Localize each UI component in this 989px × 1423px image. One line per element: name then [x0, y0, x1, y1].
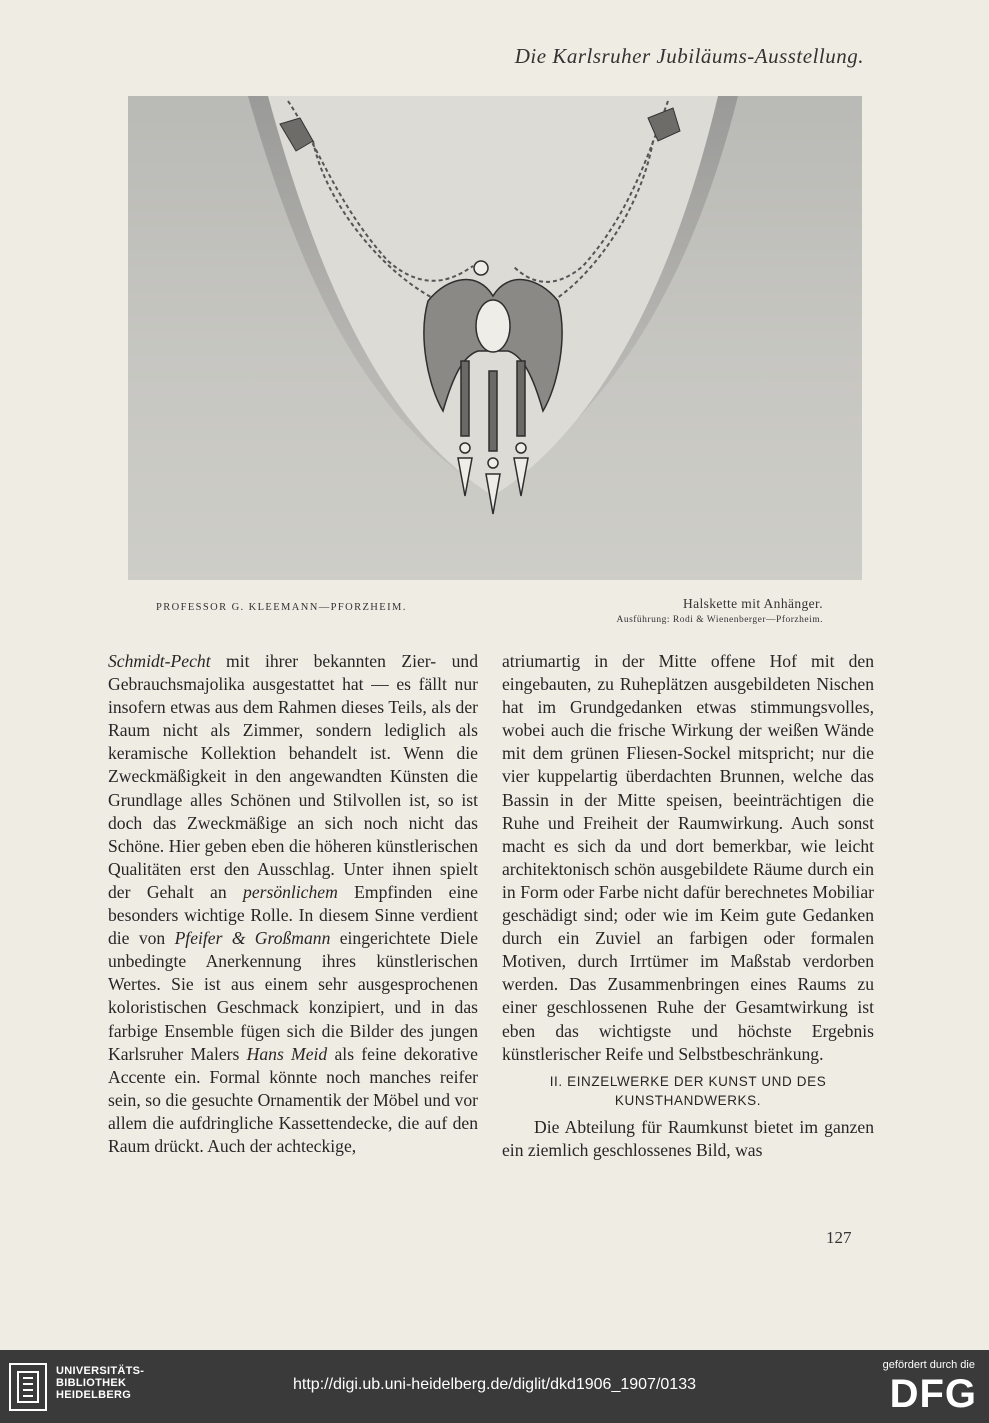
name-hans-meid: Hans Meid: [246, 1043, 328, 1064]
left-column: [108, 650, 478, 1158]
text-segment: Empfinden eine besonders wichtige Rolle. In diesem Sinne verdient die von: [108, 881, 478, 949]
text-segment: eingerichtete Diele unbedingte Anerkennung ihres künstlerischen Wertes. Sie ist aus einem sehr ausgesprochenen koloristischen Geschmack konzipiert, und in das farbige Ensemble fügen sich die Bilder des jungen Karlsruher Malers: [108, 928, 479, 1064]
running-head: Die Karlsruher Jubiläums-Ausstellung.: [514, 44, 864, 68]
figure-caption: [616, 596, 823, 625]
permalink-url[interactable]: http://digi.ub.uni-heidelberg.de/diglit/dkd1906_1907/0133: [293, 1376, 696, 1393]
logo-line: UNIVERSITÄTS-: [56, 1365, 145, 1377]
text-segment: als feine dekorative Accente ein. Formal könnte noch manches reifer sein, so die gesuchte Ornamentik der Möbel und vor allem die aufdringliche Kassettendecke, die auf den Raum drückt. Auch der achteckige,: [108, 1043, 478, 1156]
necklace-photo: [128, 96, 862, 580]
logo-line: HEIDELBERG: [56, 1389, 132, 1401]
name-pfeifer-grossmann: Pfeifer & Großmann: [174, 928, 331, 949]
figure-caption-title: Halskette mit Anhänger.: [682, 596, 823, 611]
section-heading-line-2: KUNSTHANDWERKS.: [614, 1092, 762, 1108]
right-paragraph-2: Die Abteilung für Raumkunst bietet im ganzen ein ziemlich geschlossenes Bild, was: [502, 1116, 874, 1160]
name-schmidt-pecht: Schmidt-Pecht: [108, 651, 211, 671]
left-paragraph: [108, 650, 478, 1158]
funding-label: gefördert durch die: [882, 1359, 975, 1371]
text-segment: mit ihrer bekannten Zier- und Gebrauchsmajolika ausgestattet hat — es fällt nur insofern etwas aus dem Rahmen dieses Teils, als der Raum nicht als Zimmer, sondern lediglich als keramische Kollektion behandelt ist. Wenn die Zweckmäßigkeit in den angewandten Künsten die Grundlage alles Schönen und Stilvollen ist, so ist doch das Zweckmäßige an sich noch nicht das Schöne. Hier geben eben die höheren künstlerischen Qualitäten erst den Ausschlag. Unter ihnen spielt der Gehalt an: [108, 651, 478, 902]
section-heading: [502, 1072, 874, 1110]
dfg-logo: DFG: [889, 1372, 977, 1416]
right-paragraph-1: atriumartig in der Mitte offene Hof mit den eingebauten, zu Ruheplätzen ausgebildeten Nischen hat im Grundgedanken etwas stimmungsvolles, wobei auch die frische Wirkung der weißen Wände mit dem grünen Fliesen-Sockel mitspricht; nur die vier kuppelartig überdachten Brunnen, welche das Bassin in der Mitte speisen, beeinträchtigen die Ruhe und Freiheit der Raumwirkung. Auch sonst macht es sich da und dort bemerkbar, wie leicht architektonisch schön ausgebildete Räume durch ein in Form oder Farbe nicht dafür berechnetes Mobiliar geschädigt sind; oder wie im Keim gute Gedanken durch ein Zuviel an farbigen oder formalen Motiven, durch Irrtümer im Maßstab verdorben werden. Das Zusammenbringen eines Raums zu einer geschlossenen Ruhe der Gesamtwirkung ist eben das wichtigste und höchste Ergebnis künstlerischer Reife und Selbstbeschränkung.: [502, 651, 874, 1064]
right-column: [502, 650, 874, 1162]
page-number: 127: [826, 1228, 852, 1247]
necklace-illustration: [128, 96, 862, 580]
logo-line: BIBLIOTHEK: [56, 1377, 127, 1389]
figure-credit: PROFESSOR G. KLEEMANN—PFORZHEIM.: [156, 602, 407, 613]
digitization-footer: [0, 1350, 989, 1423]
section-heading-line-1: II. EINZELWERKE DER KUNST UND DES: [549, 1073, 827, 1089]
figure-caption-sub: Ausführung: Rodi & Wienenberger—Pforzheim.: [616, 615, 823, 625]
emphasis-persoenlichem: persönlichem: [243, 881, 338, 902]
